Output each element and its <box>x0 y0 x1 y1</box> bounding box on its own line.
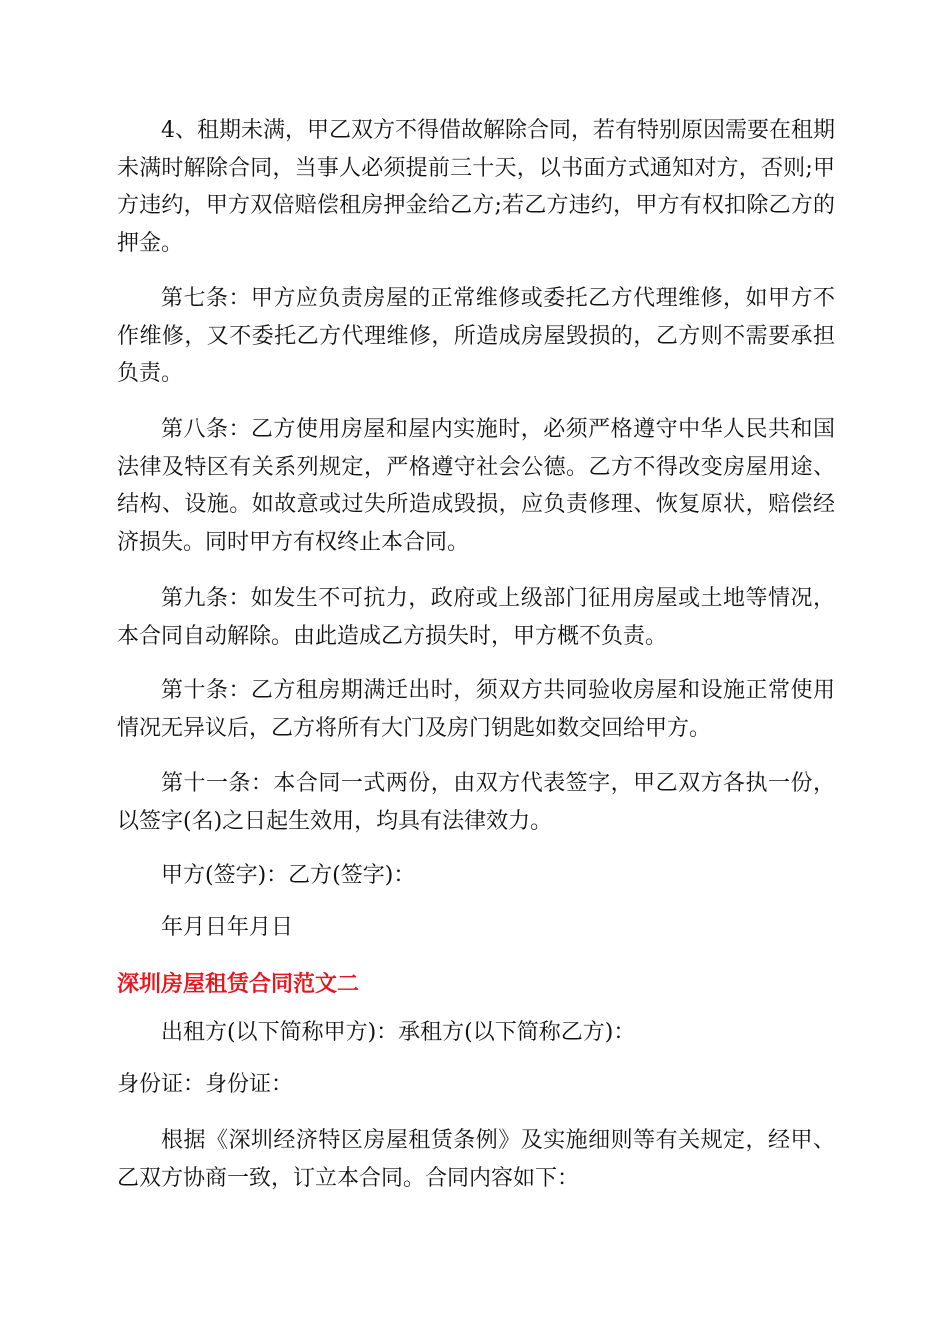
id-card-line: 身份证：身份证： <box>117 1072 294 1097</box>
parties-line: 出租方(以下简称甲方)：承租方(以下简称乙方)： <box>161 1020 636 1045</box>
article-9-paragraph: 第九条：如发生不可抗力，政府或上级部门征用房屋或土地等情况，本合同自动解除。由此造成乙方损失时，甲方概不负责。 <box>117 586 835 649</box>
article-7-paragraph: 第七条：甲方应负责房屋的正常维修或委托乙方代理维修，如甲方不作维修，又不委托乙方代理维修，所造成房屋毁损的，乙方则不需要承担负责。 <box>117 286 835 386</box>
clause-4-paragraph: 4、租期未满，甲乙双方不得借故解除合同，若有特别原因需要在租期未满时解除合同，当事人必须提前三十天，以书面方式通知对方，否则;甲方违约，甲方双倍赔偿租房押金给乙方;若乙方违约，甲方有权扣除乙方的押金。 <box>117 118 835 256</box>
section-heading: 深圳房屋租赁合同范文二 <box>117 972 360 997</box>
preamble-paragraph: 根据《深圳经济特区房屋租赁条例》及实施细则等有关规定，经甲、乙双方协商一致，订立本合同。合同内容如下： <box>117 1128 835 1191</box>
signature-line: 甲方(签字)：乙方(签字)： <box>161 863 416 888</box>
article-8-paragraph: 第八条：乙方使用房屋和屋内实施时，必须严格遵守中华人民共和国法律及特区有关系列规定，严格遵守社会公德。乙方不得改变房屋用途、结构、设施。如故意或过失所造成毁损，应负责修理、恢复原状，赔偿经济损失。同时甲方有权终止本合同。 <box>117 417 835 555</box>
date-line: 年月日年月日 <box>161 915 294 940</box>
article-10-paragraph: 第十条：乙方租房期满迁出时，须双方共同验收房屋和设施正常使用情况无异议后，乙方将所有大门及房门钥匙如数交回给甲方。 <box>117 678 835 741</box>
article-11-paragraph: 第十一条：本合同一式两份，由双方代表签字，甲乙双方各执一份，以签字(名)之日起生效用，均具有法律效力。 <box>117 771 835 834</box>
